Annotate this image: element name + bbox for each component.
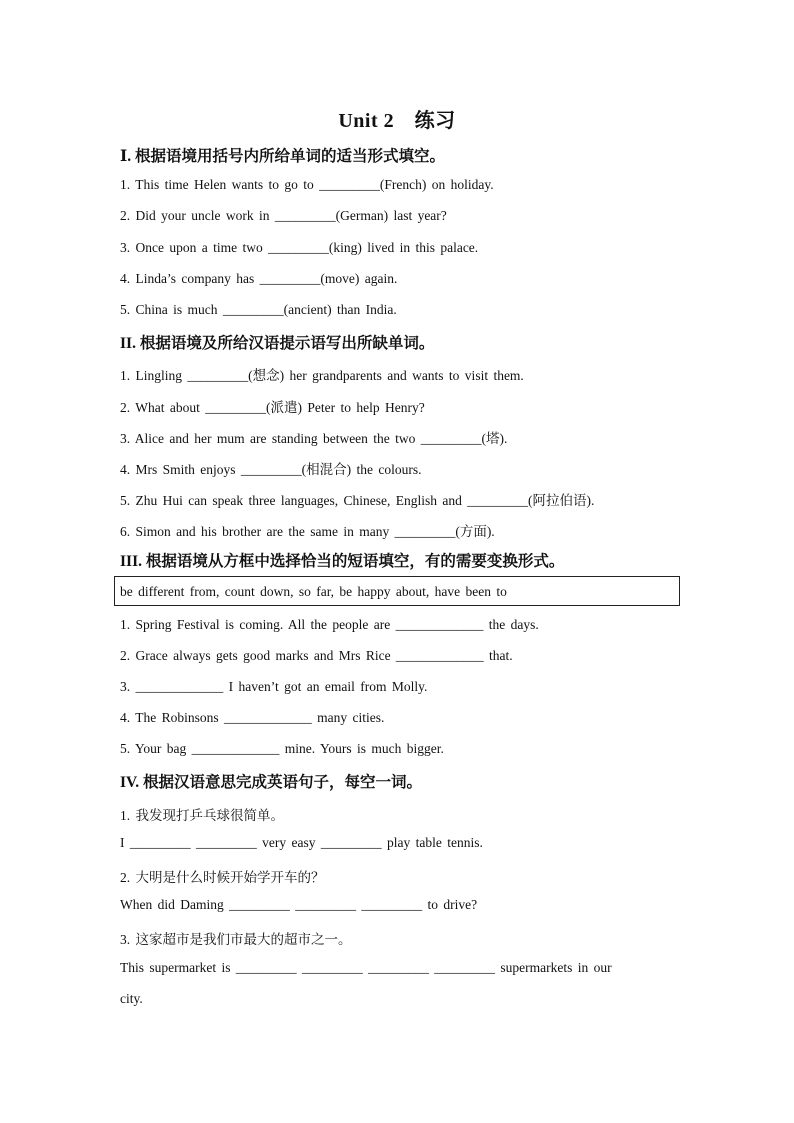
section-1-item-1: 1. This time Helen wants to go to _________(French) on holiday. [120,177,494,192]
section-2-item-1: 1. Lingling _________(想念) her grandparents and wants to visit them. [120,368,524,383]
section-3-item-1: 1. Spring Festival is coming. All the people are _____________ the days. [120,617,539,632]
section-2-item-3: 3. Alice and her mum are standing between the two _________(塔). [120,431,508,446]
section-2-item-6: 6. Simon and his brother are the same in many _________(方面). [120,524,495,539]
section-3-heading: III. 根据语境从方框中选择恰当的短语填空，有的需要变换形式。 [120,553,565,570]
page-title: Unit 2 练习 [338,110,456,132]
section-2-item-2: 2. What about _________(派遣) Peter to help Henry? [120,400,425,415]
section-2-item-4: 4. Mrs Smith enjoys _________(相混合) the colours. [120,462,422,477]
section-1-item-2: 2. Did your uncle work in _________(German) last year? [120,208,447,223]
section-3-item-2: 2. Grace always gets good marks and Mrs Rice _____________ that. [120,648,513,663]
section-4-prompt-1: 1. 我发现打乒乓球很简单。 [120,808,284,823]
section-4-answer-3: This supermarket is _________ _________ _________ _________ supermarkets in our [120,960,612,975]
section-2-heading: II. 根据语境及所给汉语提示语写出所缺单词。 [120,335,435,352]
section-1-item-5: 5. China is much _________(ancient) than India. [120,302,397,317]
section-3-item-4: 4. The Robinsons _____________ many cities. [120,710,385,725]
phrase-box: be different from, count down, so far, be happy about, have been to [114,576,680,606]
section-4-heading: IV. 根据汉语意思完成英语句子，每空一词。 [120,774,422,791]
section-4-answer-2: When did Daming _________ _________ _________ to drive? [120,897,478,912]
section-4-answer-3-continued: city. [120,991,143,1006]
section-3-item-5: 5. Your bag _____________ mine. Yours is much bigger. [120,741,444,756]
section-4-prompt-2: 2. 大明是什么时候开始学开车的？ [120,870,325,885]
section-4-prompt-3: 3. 这家超市是我们市最大的超市之一。 [120,932,352,947]
section-1-item-4: 4. Linda’s company has _________(move) again. [120,271,398,286]
section-1-heading: Ⅰ. 根据语境用括号内所给单词的适当形式填空。 [120,148,446,165]
section-1-item-3: 3. Once upon a time two _________(king) lived in this palace. [120,240,479,255]
section-3-item-3: 3. _____________ I haven’t got an email from Molly. [120,679,428,694]
section-4-answer-1: I _________ _________ very easy _________ play table tennis. [120,835,483,850]
section-2-item-5: 5. Zhu Hui can speak three languages, Chinese, English and _________(阿拉伯语). [120,493,595,508]
